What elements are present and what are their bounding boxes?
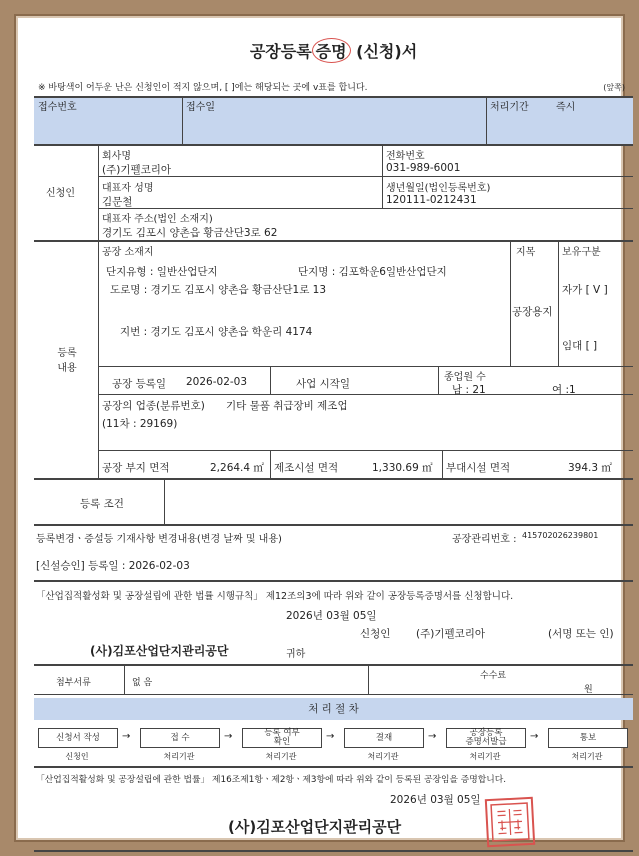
mfg-area-value: 1,330.69 ㎡ <box>372 462 433 474</box>
representative-label: 대표자 성명 <box>102 183 154 194</box>
complex-type: 단지유형 : 일반산업단지 <box>106 266 218 278</box>
step-5-actor: 처리기관 <box>469 752 501 761</box>
applicant-section-label: 신청인 <box>46 188 75 199</box>
management-no-value: 415702026239801 <box>522 531 599 540</box>
procedure-title: 처 리 절 차 <box>34 698 633 720</box>
fee-label: 수수료 <box>480 671 507 681</box>
ownership-label: 보유구분 <box>562 247 601 258</box>
company-label: 회사명 <box>102 151 131 162</box>
phone-label: 전화번호 <box>386 151 425 162</box>
aux-area-label: 부대시설 면적 <box>446 462 511 474</box>
employees-label: 종업원 수 <box>444 372 486 383</box>
title-part2: (신청)서 <box>356 42 418 61</box>
representative-value: 김문철 <box>102 196 133 208</box>
reg-date-value: 2026-02-03 <box>186 376 248 388</box>
official-seal-icon <box>485 797 535 847</box>
address-value: 경기도 김포시 양촌읍 황금산단3로 62 <box>102 227 278 239</box>
arrow-3-icon: → <box>326 731 335 742</box>
phone-value: 031-989-6001 <box>386 162 461 174</box>
company-value: (주)기펠코리아 <box>102 164 172 176</box>
road-address: 도로명 : 경기도 김포시 양촌읍 황금산단1로 13 <box>110 284 327 296</box>
zone-label: 지목 <box>516 247 536 258</box>
attachment-value: 없 음 <box>132 678 153 688</box>
step-6-box: 통보 <box>548 728 628 748</box>
document-title <box>34 38 633 63</box>
step-3-actor: 처리기관 <box>265 752 297 761</box>
arrow-4-icon: → <box>428 731 437 742</box>
step-6-actor: 처리기관 <box>571 752 603 761</box>
page-side-note: (앞쪽) <box>603 83 625 92</box>
addressee-suffix: 귀하 <box>286 649 306 660</box>
arrow-2-icon: → <box>224 731 233 742</box>
management-no-label: 공장관리번호 : <box>452 534 517 545</box>
certificate-document <box>34 32 633 852</box>
mfg-area-label: 제조시설 면적 <box>274 462 339 474</box>
location-label: 공장 소재지 <box>102 247 154 258</box>
birth-label: 생년월일(법인등록번호) <box>386 183 491 194</box>
industry-value: 기타 물품 취급장비 제조업 <box>226 400 348 412</box>
title-part1: 공장등록 <box>249 42 312 61</box>
process-period-label: 처리기간 <box>490 102 529 113</box>
site-area-value: 2,264.4 ㎡ <box>210 462 264 474</box>
fee-value: 원 <box>584 685 593 695</box>
title-circled: 증명 <box>312 38 351 63</box>
step-4-box: 결재 <box>344 728 424 748</box>
zone-value: 공장용지 <box>512 306 553 318</box>
step-2-box: 접 수 <box>140 728 220 748</box>
step-1-box: 신청서 작성 <box>38 728 118 748</box>
applicant-sign-value: (주)기펠코리아 <box>416 628 486 640</box>
step-2-actor: 처리기관 <box>163 752 195 761</box>
form-note: ※ 바탕색이 어두운 난은 신청인이 적지 않으며, [ ]에는 해당되는 곳에 v표를 합니다. <box>38 83 368 93</box>
step-4-actor: 처리기관 <box>367 752 399 761</box>
birth-value: 120111-0212431 <box>386 194 477 206</box>
addressee: (사)김포산업단지관리공단 <box>90 644 229 658</box>
receipt-no-label: 접수번호 <box>38 102 77 113</box>
biz-start-label: 사업 시작일 <box>296 378 351 390</box>
certification-date: 2026년 03월 05일 <box>390 794 481 806</box>
step-1-actor: 신청인 <box>65 752 89 761</box>
seal-pattern <box>489 801 531 843</box>
industry-code: (11차 : 29169) <box>102 418 178 430</box>
employees-female: 여 :1 <box>552 384 576 396</box>
declaration-text: 「산업집적활성화 및 공장설립에 관한 법률 시행규칙」 제12조의3에 따라 위와 같이 공장등록증명서를 신청합니다. <box>36 591 514 602</box>
attachment-label: 첨부서류 <box>56 678 91 688</box>
process-period-value: 즉시 <box>556 102 576 113</box>
address-label: 대표자 주소(법인 소재지) <box>102 214 213 225</box>
step-3-box: 등록 여부 확인 <box>242 728 322 748</box>
lot-address: 지번 : 경기도 김포시 양촌읍 학운리 4174 <box>120 326 313 338</box>
complex-name: 단지명 : 김포학운6일반산업단지 <box>298 266 447 278</box>
arrow-5-icon: → <box>530 731 539 742</box>
industry-label: 공장의 업종(분류번호) <box>102 400 205 412</box>
issuer-name: (사)김포산업단지관리공단 <box>228 818 402 836</box>
registration-section-label: 등록 내용 <box>57 348 77 374</box>
applicant-sign-label: 신청인 <box>360 628 391 640</box>
arrow-1-icon: → <box>122 731 131 742</box>
change-label: 등록변경ㆍ증설등 기재사항 변경내용(변경 날짜 및 내용) <box>36 534 282 545</box>
reg-date-label: 공장 등록일 <box>112 378 167 390</box>
sign-hint: (서명 또는 인) <box>548 628 614 640</box>
conditions-label: 등록 조건 <box>80 498 124 510</box>
header-row <box>34 96 633 144</box>
new-approval: [신설승인] 등록일 : 2026-02-03 <box>36 560 190 572</box>
employees-male: 남 : 21 <box>452 384 486 396</box>
aux-area-value: 394.3 ㎡ <box>568 462 612 474</box>
ownership-own: 자가 [ V ] <box>562 284 608 296</box>
ownership-lease: 임대 [ ] <box>562 340 598 352</box>
certification-text: 「산업집적활성화 및 공장설립에 관한 법률」 제16조제1항ㆍ제2항ㆍ제3항에 따라 위와 같이 등록된 공장임을 증명합니다. <box>36 775 507 785</box>
step-5-box: 공장등록 증명서발급 <box>446 728 526 748</box>
receipt-date-label: 접수일 <box>186 102 215 113</box>
application-date: 2026년 03월 05일 <box>286 610 377 622</box>
site-area-label: 공장 부지 면적 <box>102 462 170 474</box>
